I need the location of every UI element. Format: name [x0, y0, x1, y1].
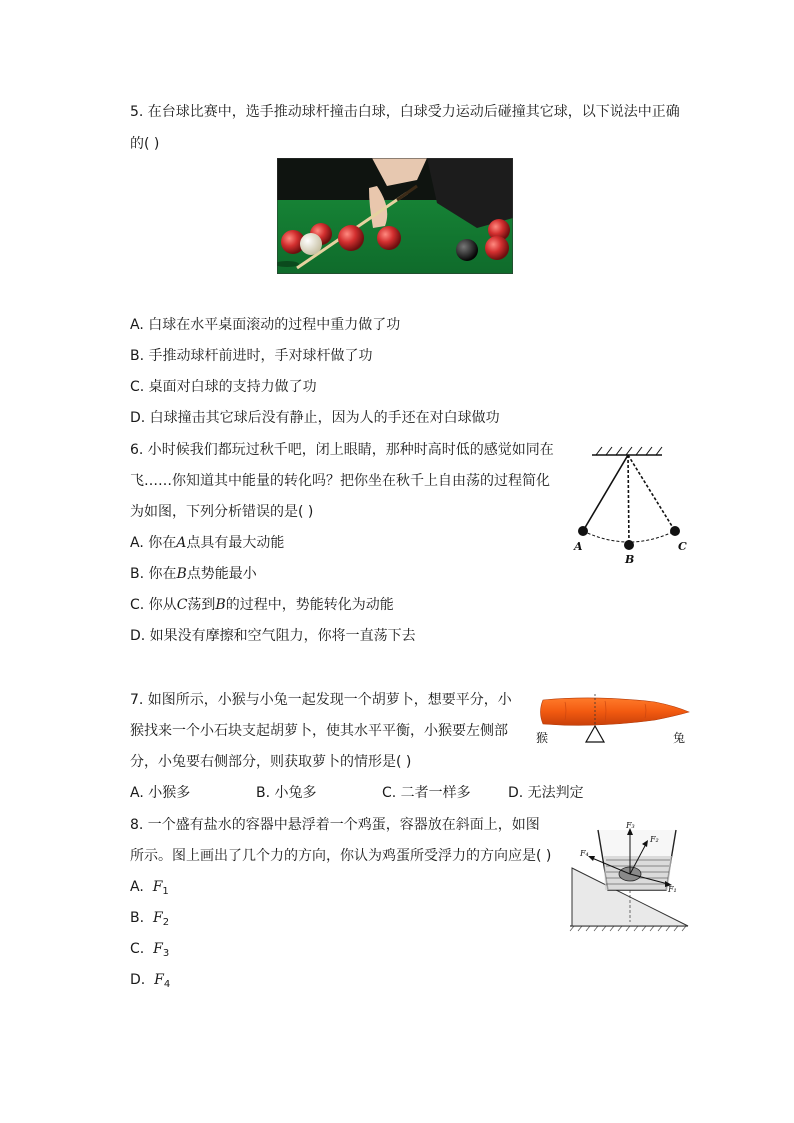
force-label-f2: F₂ — [650, 835, 659, 844]
pendulum-diagram — [570, 443, 696, 567]
q6-option-d: D. 如果没有摩擦和空气阻力，你将一直荡下去 — [130, 628, 416, 644]
q7-option-c: C. 二者一样多 — [382, 785, 471, 801]
q8-option-a: A. $F_1$ — [130, 879, 169, 897]
pendulum-label-b: B — [625, 553, 635, 566]
billiards-photo — [277, 158, 513, 274]
force-label-f4: F₄ — [580, 849, 589, 858]
q6-option-c: C. 你从C荡到B的过程中，势能转化为动能 — [130, 597, 394, 613]
q7-stem-line2: 猴找来一个小石块支起胡萝卜，使其水平平衡，小猴要左侧部 — [130, 723, 508, 739]
rabbit-label: 兔 — [673, 731, 686, 745]
q8-option-d: D. $F_4$ — [130, 972, 171, 990]
q6-option-b: B. 你在B点势能最小 — [130, 566, 257, 582]
pendulum-label-a: A — [574, 540, 583, 553]
q5-option-a: A. 白球在水平桌面滚动的过程中重力做了功 — [130, 317, 401, 333]
force-label-f1: F₁ — [668, 885, 677, 894]
monkey-label: 猴 — [536, 731, 549, 745]
q8-stem-line1: 8. 一个盛有盐水的容器中悬浮着一个鸡蛋，容器放在斜面上，如图 — [130, 817, 540, 833]
q8-option-c: C. $F_3$ — [130, 941, 170, 959]
q6-option-a: A. 你在A点具有最大动能 — [130, 535, 285, 551]
q7-stem-line1: 7. 如图所示，小猴与小兔一起发现一个胡萝卜，想要平分，小 — [130, 692, 512, 708]
q8-stem-line2: 所示。图上画出了几个力的方向，你认为鸡蛋所受浮力的方向应是( ) — [130, 848, 552, 864]
q6-stem-line3: 为如图，下列分析错误的是( ) — [130, 504, 314, 520]
q7-option-d: D. 无法判定 — [508, 785, 584, 801]
q5-option-c: C. 桌面对白球的支持力做了功 — [130, 379, 317, 395]
carrot-diagram — [535, 690, 691, 746]
q5-stem-line1: 5. 在台球比赛中，选手推动球杆撞击白球，白球受力运动后碰撞其它球，以下说法中正确 — [130, 104, 680, 120]
incline-container-diagram — [568, 818, 692, 932]
q8-option-b: B. $F_2$ — [130, 910, 170, 928]
q5-stem-line2: 的( ) — [130, 136, 160, 152]
q5-option-b: B. 手推动球杆前进时，手对球杆做了功 — [130, 348, 373, 364]
q7-option-b: B. 小兔多 — [256, 785, 317, 801]
q5-option-d: D. 白球撞击其它球后没有静止，因为人的手还在对白球做功 — [130, 410, 500, 426]
q7-option-a: A. 小猴多 — [130, 785, 191, 801]
q6-stem-line1: 6. 小时候我们都玩过秋千吧，闭上眼睛，那种时高时低的感觉如同在 — [130, 442, 554, 458]
q6-stem-line2: 飞……你知道其中能量的转化吗？把你坐在秋千上自由荡的过程简化 — [130, 473, 550, 489]
force-label-f3: F₃ — [626, 821, 635, 830]
q7-stem-line3: 分，小兔要右侧部分，则获取萝卜的情形是( ) — [130, 754, 412, 770]
pendulum-label-c: C — [678, 540, 687, 553]
